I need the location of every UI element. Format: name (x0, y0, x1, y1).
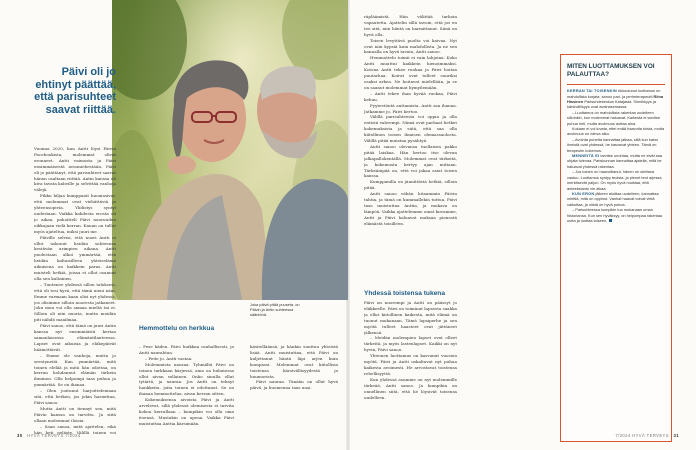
photo-caption: Joka päivä pitää puuseta, on Päivin ja Antin suhteessa sääntönä. (250, 302, 300, 318)
article-headline: Päivi oli jo ehtinyt päättää, että parisuhteet saavat riittää. (34, 66, 116, 116)
subheading-1: Hemmottelu on herkkua (139, 325, 215, 332)
sidebar-paragraph: – Avointa puhetta kannattaa jatkaa, sillä kun kaksi ihmistä ovat yhdessä, he kasvavat yhteen. Tämä on terapeutin kokemus. (567, 136, 658, 153)
sidebar-rule (567, 84, 665, 85)
paragraph: Kokemuksensa aivoista Päivi ja Antti arvelevat, sillä yhdessä olemisesta ei tarvita kokoa kerrallaan – kumpikin voi olla oma itsensä. Mustakin on upeaa. Vaikka Päivi muistuttaa Anttia kärsimään. (139, 397, 234, 426)
paragraph: Molemmista nauraa. Tyhmältä Päivi on toinen tarkkaan kärjessä, aina on hubatessa ollut aivan sellainen. Onko sinulla ollut tytärtä, ja nauraa. Jos Antti on tehnyt hankkeita, joita toinen ei odottanut. Se on ihanaa hemmottelua, aivan kerran sitten. (139, 361, 234, 397)
sidebar-text: Parisuhdekeskus Katajasta. Sinnikkyys ja kärsivällisyys ovat avainasemassa. (567, 99, 656, 110)
paragraph: räpläämistä. Hän välittää tarkoin vapautetta. Ajattelin sillä tavoin, että jos en tee sitä, niin häntä on harmittanut. Siinä on hyvä olla. (364, 14, 457, 37)
sidebar-text: – Parisuhteessa kumpikin tuo mukanaan oman historiansa. Kun sen hyväksyy, on helpompaa rakentaa uutta ja luottaa toiseen. (567, 207, 663, 223)
paragraph: – Peite jo. Antti vastaa. (145, 355, 193, 361)
paragraph: – Meidän molempien lapset ovat olleet tärkeitä, ja myös lastenlapset. Kaikki on nyt hyvin, Päivi sanoo. (364, 335, 457, 353)
paragraph: Päiville selvisi, että nuori Antti ei ollut uskonut heidän suhteensa kestävän arimpien aikana. Antti puolestaan alkoi ymmärtää, että heidän kaltaisilleen yhteiselämä aikuisena on kaikkein paras. Antti muisteli hetkiä, joissa ei ollut osannut olla sen kultainen. (34, 234, 116, 281)
expert-name: Riina Hissinen (567, 93, 664, 104)
sidebar-paragraph (567, 153, 665, 169)
sidebar-paragraph: – Luottamus on mahdollista rakentaa uudelleen silloinkin, kun molemmat haluavat. Kaikesta ei tarvitse puhua heti, mutta avoimuus auttaa aina. (567, 109, 660, 126)
paragraph: – Antti tekee ihan hyvää ruokaa, Päivi kehuu. (364, 90, 457, 102)
sidebar-box (560, 54, 672, 442)
page-number: 30 (17, 433, 23, 438)
paragraph: Päivi nauraa. Tänään on ollut hyvä päivä, ja huomenna taas uusi. (250, 379, 338, 391)
sidebar-paragraph (567, 207, 665, 223)
paragraph: Pikku hiljaa kumppanit huomasivat, että molemmat ovat viehättäviä ja yhteensopivia. Yhdistys syntyi uudestaan. Vaikka kahdesta erosta oli jo aikaa, pahoitteli Päivi nuoruuden oikkujaan vielä kerran. Kauan on tullut myös ajateltua, miksi juuri me. (34, 193, 116, 234)
paragraph: – Olen joutunut harjoittelemaan sitä, että hetken, jos jokin harmittaa, Päivi sanoo. (34, 388, 116, 405)
sidebar-lead: KUN ERON (572, 190, 595, 196)
sidebar-text: jälkeen aloittaa uudelleen, kannattaa miettiä, mitä on oppinut. Vanhat haavat voivat vielä vaikuttaa, ja niistä on hyvä puhua. (567, 190, 659, 207)
paragraph: Yhteinen luottamus on kasvanut vuosien myötä. Päivi ja Antti uskaltavat nyt puhua kaikesta avoimesti. He arvostavat toistensa rehellisyyttä. (364, 353, 457, 376)
sidebar-paragraph (567, 88, 665, 110)
paragraph: – Emme ole vanhoja, mutta jo seestyneitä. Kun ymmärtää, mitä toinen elelää ja mitä hän odottaa, on kerran kohdannut elämän tärkein ihminen. Olla helpompi taas puhua ja ymmärtää. Se on ihanaa. (34, 352, 116, 388)
body-column-4 (364, 14, 457, 289)
folio-left (14, 433, 81, 438)
sidebar-paragraph: – Jos toinen on haavoittanut, hänen on otettava vastuu. Luottamus syntyy teoista, ja pienet teot arjessa merkitsevät paljon. On myös hyvä muistaa, että anteeksianto vie aikaa. (567, 169, 662, 191)
paragraph: Päivi sanoo, että tämä on juuri Antin kanssa nyt ensimmäistä kertaa samanlaisessa elämäntilanteessa. Lapset ovat aikuisia ja eläkepäivät häämöttävät. (34, 323, 116, 352)
paragraph: Antti sanoo vähän hitaammin Päivin tahtia, ja tämä on kummallekin tuttua. Päivi taas muistuttaa Anttia, ja mukava on lämpöä. Vaikka ajattelemme omat kuvamme, Antti ja Päivi haluavat maksaa pienestä elämästä toisilleen. (364, 191, 457, 226)
sidebar-title: MITEN LUOTTAMUKSEN VOI PALAUTTAA? (567, 63, 655, 78)
folio-right (615, 433, 682, 438)
paragraph: – Pese käden. Päivi huikkaa rauhallisesti, ja Antti naurahtaa. (139, 344, 234, 355)
paragraph: Välillä parisuhteesta voi oppia ja olla entistä vahvempi. Nämä ovat parhaat hetket kokemuksista ja siitä, että saa olla kiitollinen toisen ihmisen olemassaolosta. Välillä pitää muistaa pysähtyä. (364, 114, 457, 144)
paragraph: käsitelläänsä, ja hänkin suuttuu yhteistä lisää. Antti muistuttaa, että Päivi on kuljettanut häntä läpi arjen kuin kompassi. Molemmat ovat kiitollisia toistensa kärsivällisyydestä ja huumorista. (250, 344, 338, 379)
paragraph: Pyyteetöntä auttamista. Antti saa ihanaa. Jatkamme jo, Päivi kertoo. (364, 102, 457, 114)
magazine-issue: HYVÄ TERVEYS 7/2024 (27, 433, 81, 438)
paragraph: Mutta Antti on tiennyt sen, mitä Päivin kanssa on tarvittu. Ja siitä ollaan molemmat iloisia. (34, 405, 116, 423)
paragraph: – Tuntenee yhdessä sillon taloksesi, että oli tosi hyvä, että tämä meni näin. Emme varmaan kaan olisi nyt yhdessä, jos olisimme silloin nuoresta jatkaneet. Joku muu voi olla samaa mieltä tai ei. Silloin oli niin nuoria, mutta meidän piti nähdä maailmaa. (34, 281, 116, 323)
end-mark-icon (609, 219, 612, 222)
paragraph: Hemmottelu toimii ei vain lahjoina. Koko Antti muuttui kaikkein hienoimmaksi. Kotona Antti tekee ruokaa ja Päivi hoitaa puutarhaa. Koirat ovat tulleet suuriksi osaksi arkea. Ne hoitavat mielellään, ja se on saanut molemmat hymyilemään. (364, 55, 457, 90)
paragraph: Kumppanilla on jännittäviä hetkiä, silloin pitää. (364, 179, 457, 191)
paragraph: – Saan sanoa, mitä ajattelen, eikä hän heti pelästy. Välillä toinen voi (34, 423, 116, 435)
sidebar-lead: KERRAN TAI TOISENKIN (567, 88, 617, 94)
sidebar-paragraph: Kukaan ei voi luvata, ettei enää haavoita toista, mutta avoimuus on vahva alku. (567, 126, 665, 137)
sidebar-paragraph (567, 191, 665, 207)
page-number: 31 (673, 433, 679, 438)
body-column-1 (34, 146, 116, 436)
paragraph: Kun yhdessä asumme on nyt molemmille tärkeää, Antti sanoo. Ja kumpikin on onnellinen siitä, että he löysivät toisensa uudelleen. (364, 376, 457, 400)
paragraph: Antti sanoo olevansa tuollaisen pakko pitää laiskaa. Hän kertoo itse olevan jalkapallokentällä. Molemmat ovat tärkeitä, ja kokemusta kertyy ajan mittaan. Tärkeämpää on, että voi jakaa asiat toisen kanssa. (364, 143, 457, 179)
paragraph: Päivi on nuorempi ja Antti on päässyt jo eläkkeelle. Päivi on toiminut lapsesta saakka ja ollut kiitollinen kaikesta, mitä elämä on tuonut mukanaan. Tämä lapsiperhe ja sen myötä tulleet haasteet ovat jättäneet jälkensä. (364, 300, 457, 335)
couple-photo (112, 0, 348, 300)
body-column-3 (250, 344, 338, 438)
paragraph: Toisen levyttävä puolta voi kaivaa. Nyt ovat niin kypsiä kuin mahdollista. Ja ne sen kannalla on hyvä tavata, Antti sanoo. (364, 37, 457, 55)
sidebar-lead: MENNEITÄ EI (572, 153, 600, 159)
body-column-5 (364, 300, 457, 438)
sidebar-body (567, 88, 665, 223)
paragraph: Vuonna 2020, kun Antti löysi Päivin Facebookista, molemmat olivat eronneet. Antti vaimosta ja Päivi ensimmäisestä aviomiehestään. Päivi oli jo päättänyt, että parisuhteet saavat hänen osaltaan riittää. Antin kanssa oli kiva tavata kahville ja selvittää vanhoja välejä. (34, 146, 116, 193)
sidebar-text: tarvitse unohtaa, mutta ne eivät saa ohjata tulevaa. Pariskunnan kannattaa ajatella, mitä he haluavat yhdessä rakentaa. (567, 153, 663, 169)
subheading-2: Yhdessä toistensa tukena (364, 290, 445, 297)
body-column-2 (139, 344, 234, 438)
magazine-issue: 7/2024 HYVÄ TERVEYS (615, 433, 669, 438)
sidebar-text: rikkoutunut luottamus on mahdollista korjata, sanoo pari- ja perheterapeutti (567, 88, 661, 99)
